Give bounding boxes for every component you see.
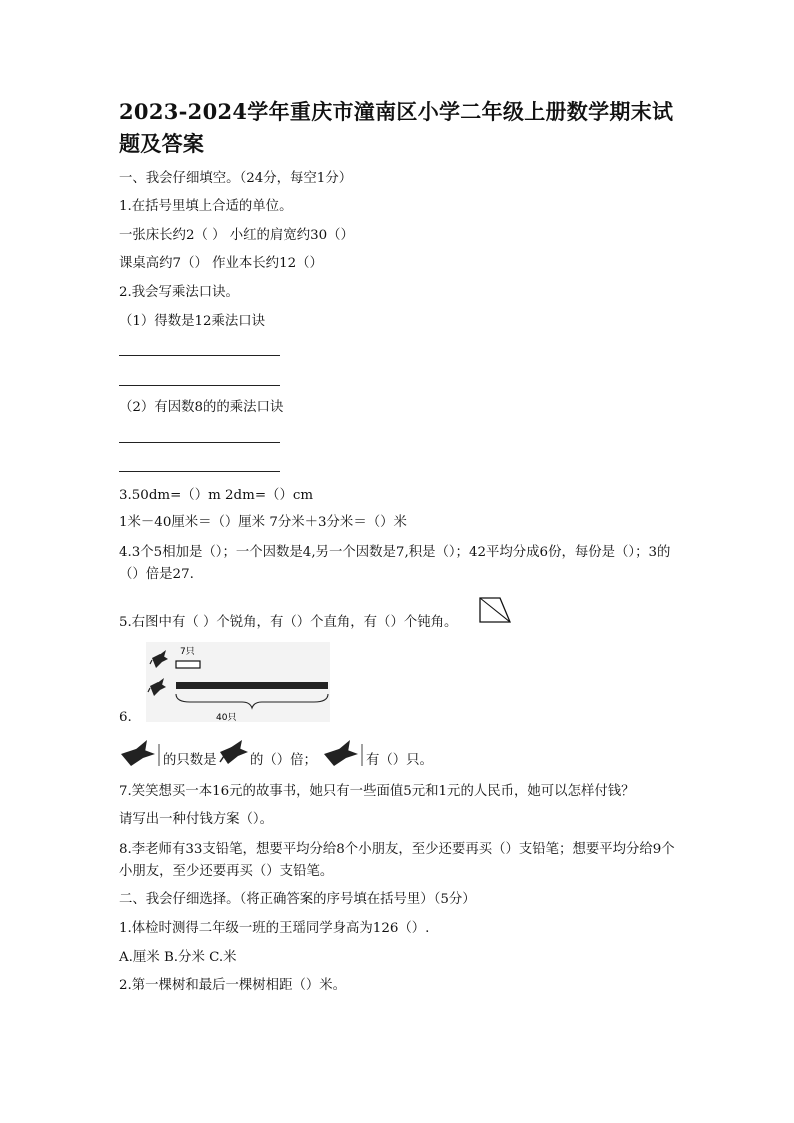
magpie-icon [119,740,163,768]
question-4: 4.3个5相加是（）；一个因数是4,另一个因数是7,积是（）；42平均分成6份，每份是（）；3的（）倍是27. [119,545,671,582]
answer-line [119,355,280,356]
question-2-part-1: （1）得数是12乘法口诀 [119,314,266,329]
question-7-line-a: 7.笑笑想买一本16元的故事书，她只有一些面值5元和1元的人民币，她可以怎样付钱？ [119,784,635,799]
choice-question-2: 2.第一棵树和最后一棵树相距（）米。 [119,978,347,993]
section-2-heading: 二、我会仔细选择。（将正确答案的序号填在括号里）（5分） [119,892,476,907]
question-6-number: 6. [119,710,132,725]
trapezoid-shape [478,596,512,624]
question-3-line-a: 3.50dm=（）m 2dm=（）cm [119,488,314,503]
question-1-line-a: 一张床长约2（ ） 小红的肩宽约30（） [119,228,354,243]
magpie-icon [218,740,252,768]
question-6-part-1: 的只数是 [163,753,217,768]
question-1: 1.在括号里填上合适的单位。 [119,199,293,214]
question-7-line-b: 请写出一种付钱方案（）。 [119,812,273,827]
document-title: 2023-2024学年重庆市潼南区小学二年级上册数学期末试题及答案 [119,99,674,156]
bar-label-top: 7只 [180,647,195,657]
bar-label-bottom: 40只 [216,713,237,722]
question-2: 2.我会写乘法口诀。 [119,285,239,300]
question-8: 8.李老师有33支铅笔，想要平均分给8个小朋友，至少还要再买（）支铅笔；想要平均分给9个小朋友，至少还要再买（）支铅笔。 [119,842,675,879]
magpie-icon [150,650,168,668]
answer-line [119,385,280,386]
question-6-part-3: 有（）只。 [366,753,433,768]
answer-line [119,471,280,472]
question-2-part-2: （2）有因数8的的乘法口诀 [119,400,284,415]
question-3-line-b: 1米－40厘米＝（）厘米 7分米＋3分米＝（）米 [119,515,407,530]
choice-question-1-options: A.厘米 B.分米 C.米 [119,950,237,965]
choice-question-1: 1.体检时测得二年级一班的王瑶同学身高为126（）. [119,921,430,936]
magpie-icon [322,740,366,768]
magpie-icon [148,678,166,696]
section-1-heading: 一、我会仔细填空。（24分，每空1分） [119,171,353,186]
answer-line [119,442,280,443]
question-1-line-b: 课桌高约7（） 作业本长约12（） [119,256,323,271]
question-5: 5.右图中有（ ）个锐角，有（）个直角，有（）个钝角。 [119,615,458,630]
bird-bar-figure [146,642,330,722]
question-6-part-2: 的（）倍； [250,753,317,768]
